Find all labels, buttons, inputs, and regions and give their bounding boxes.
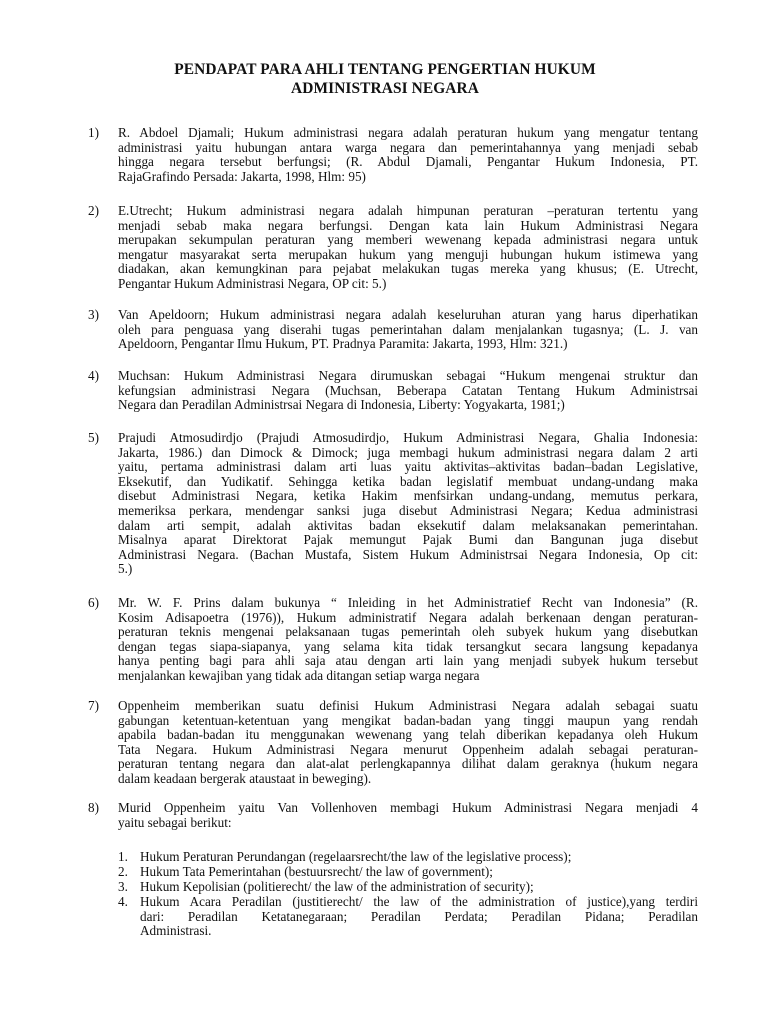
paragraph-line: peraturan tentang negara dan alat-alat perlengkapannya dilihat dalam geraknya (hukum negara [118,756,698,772]
paragraph-line: R. Abdoel Djamali; Hukum administrasi negara adalah peraturan hukum yang mengatur tentang [118,125,698,140]
paragraph-line: diadakan, akan kemungkinan para pejabat melakukan tugas mereka yang khusus; (E. Utrecht, [118,261,698,277]
paragraph-line: kefungsian administrasi Negara (Muchsan, Beberapa Catatan Tentang Hukum Administrsai [118,382,698,398]
paragraph-line: Tata Negara. Hukum Administrasi Negara menurut Oppenheim adalah sebagai peraturan- [118,741,698,757]
paragraph-line: RajaGrafindo Persada: Jakarta, 1998, Hlm: 95) [118,168,366,184]
paragraph-line: menjadi sebab maka negara berfungsi. Dengan kata lain Hukum Administrasi Negara [118,217,698,233]
item-paragraph [118,204,698,292]
paragraph-line: Mr. W. F. Prins dalam bukunya “ Inleiding in het Administratief Recht van Indonesia” (R. [118,595,698,610]
item-number: 8) [88,800,99,815]
item-paragraph [118,369,698,413]
item-paragraph [118,596,698,684]
paragraph-line: yaitu sebagai berikut: [118,814,232,830]
division-number: 1. [118,849,128,864]
paragraph-line: Murid Oppenheim yaitu Van Vollenhoven membagi Hukum Administrasi Negara menjadi 4 [118,800,698,815]
paragraph-line: administrasi yaitu hubungan antara warga negara dan pemerintahannya yang menjadi sebab [118,139,698,155]
division-line: dari: Peradilan Ketatanegaraan; Peradilan Perdata; Peradilan Pidana; Peradilan [140,908,698,924]
item-number: 6) [88,595,99,610]
division-line: Hukum Peraturan Perundangan (regelaarsrecht/the law of the legislative process); [140,849,572,864]
paragraph-line: mengatur masyarakat serta merupakan hukum yang menguji hubungan hukum istimewa yang [118,246,698,262]
paragraph-line: Administrasi Negara. (Bachan Mustafa, Sistem Hukum Administrsai Negara Indonesia, Op cit: [118,546,698,562]
item-paragraph [118,126,698,184]
item-number: 2) [88,203,99,218]
title-line-2: ADMINISTRASI NEGARA [291,80,479,97]
paragraph-line: Pengantar Hukum Administrasi Negara, OP cit: 5.) [118,275,387,291]
paragraph-line: peraturan teknis mengenai pelaksanaan tugas pemerintah oleh subyek hukum yang disebutkan [118,624,698,640]
division-text [140,850,698,865]
paragraph-line: Misalnya aparat Direktorat Pajak memungut Pajak Bumi dan Bangunan juga disebut [118,532,698,548]
paragraph-line: apabila badan-badan itu menggunakan wewenang yang telah diberikan kepadanya oleh Hukum [118,727,698,743]
division-line: Administrasi. [140,923,212,939]
item-number: 4) [88,368,99,383]
item-number: 1) [88,125,99,140]
division-number: 3. [118,879,128,894]
paragraph-line: yaitu, pertama administrasi dalam arti luas yaitu aktivitas–aktivitas badan–badan Legislative, [118,459,698,475]
item-paragraph [118,801,698,830]
division-line: Hukum Kepolisian (politierecht/ the law of the administration of security); [140,879,534,894]
paragraph-line: Muchsan: Hukum Administrasi Negara dirumuskan sebagai “Hukum mengenai struktur dan [118,368,698,383]
item-paragraph [118,699,698,787]
paragraph-line: dengan tegas siapa-siapanya, yang selama kita tidak tersangkut secara langsung kepadanya [118,638,698,654]
paragraph-line: disebut Administrasi Negara, ketika Hakim menfsirkan undang-undang, memutus perkara, [118,488,698,504]
paragraph-line: menjalankan kewajiban yang tidak ada ditangan setiap warga negara [118,667,480,683]
paragraph-line: Jakarta, 1986.) dan Dimock & Dimock; juga membagi hukum administrasi negara dalam 2 arti [118,444,698,460]
item-number: 5) [88,430,99,445]
paragraph-line: hingga negara tersebut berfungsi; (R. Abdul Djamali, Pengantar Hukum Indonesia, PT. [118,154,698,170]
paragraph-line: hanya penting bagi para ahli saja atau dengan arti lain yang menjadi subyek hukum tersebut [118,653,698,669]
division-text [140,880,698,895]
paragraph-line: gabungan ketentuan-ketentuan yang mengikat badan-badan yang tinggi maupun yang rendah [118,712,698,728]
paragraph-line: Oppenheim memberikan suatu definisi Hukum Administrasi Negara adalah sebagai suatu [118,698,698,713]
paragraph-line: oleh para penguasa yang diserahi tugas pemerintahan dalam menjalankan tugasnya; (L. J. van [118,321,698,337]
paragraph-line: Negara dan Peradilan Administrsai Negara di Indonesia, Liberty: Yogyakarta, 1981;) [118,397,565,413]
division-number: 4. [118,894,128,909]
division-text [140,895,698,939]
paragraph-line: merupakan sekumpulan peraturan yang memberi wewenang kepada administrasi negara untuk [118,232,698,248]
item-number: 7) [88,698,99,713]
paragraph-line: Van Apeldoorn; Hukum administrasi negara adalah keseluruhan aturan yang harus diperhatikan [118,307,698,322]
item-paragraph [118,308,698,352]
division-line: Hukum Tata Pemerintahan (bestuursrecht/ the law of government); [140,864,493,879]
paragraph-line: Eksekutif, dan Yudikatif. Sehingga ketika badan legislatif membuat undang-undang maka [118,473,698,489]
paragraph-line: Apeldoorn, Pengantar Ilmu Hukum, PT. Pradnya Paramita: Jakarta, 1993, Hlm: 321.) [118,336,568,352]
paragraph-line: dalam keadaan bergerak ataustaat in beweging). [118,770,372,786]
paragraph-line: E.Utrecht; Hukum administrasi negara adalah himpunan peraturan –peraturan tertentu yang [118,203,698,218]
title-line-1: PENDAPAT PARA AHLI TENTANG PENGERTIAN HUKUM [174,61,596,78]
paragraph-line: memeriksa perkara, mendengar sanksi juga disebut Administrasi Negara; Kedua administrasi [118,502,698,518]
paragraph-line: Prajudi Atmosudirdjo (Prajudi Atmosudirdjo, Hukum Administrasi Negara, Ghalia Indonesia: [118,430,698,445]
division-line: Hukum Acara Peradilan (justitierecht/ the law of the administration of justice),yang terdiri [140,894,698,909]
paragraph-line: Kosim Adisapoetra (1976)), Hukum administratif Negara adalah berkenaan dengan peraturan- [118,609,698,625]
paragraph-line: dalam arti sempit, adalah aktivitas badan eksekutif dalam melaksanakan pemerintahan. [118,517,698,533]
document-title [118,60,652,98]
item-number: 3) [88,307,99,322]
division-number: 2. [118,864,128,879]
paragraph-line: 5.) [118,561,133,577]
item-paragraph [118,431,698,577]
division-text [140,865,698,880]
